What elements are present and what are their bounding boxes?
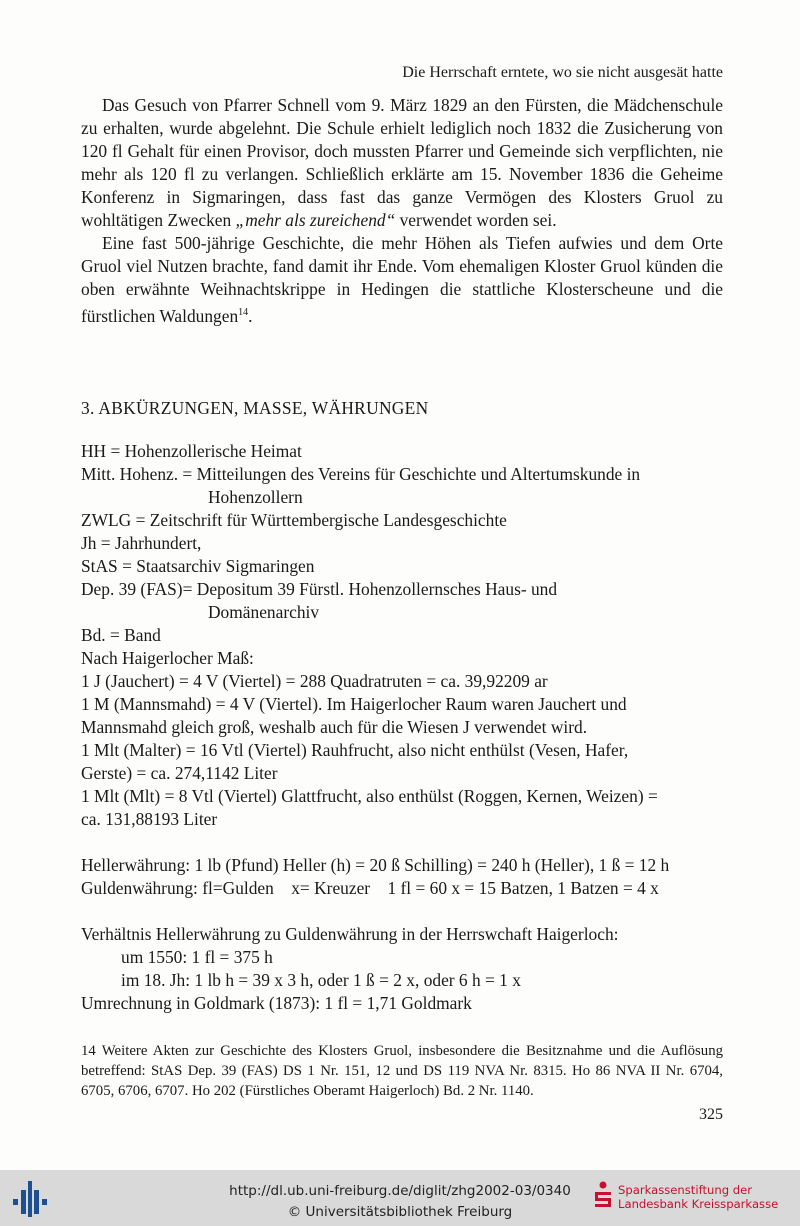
currency-ratio-18jh: im 18. Jh: 1 lb h = 39 x 3 h, oder 1 ß = 2 x, oder 6 h = 1 x xyxy=(121,970,521,990)
measure-mannsmahd-cont: Mannsmahd gleich groß, weshalb auch für die Wiesen J verwendet wird. xyxy=(81,717,588,737)
sponsor-line-2: Landesbank Kreissparkasse xyxy=(618,1197,779,1211)
page-number: 325 xyxy=(699,1106,723,1123)
currency-heller: Hellerwährung: 1 lb (Pfund) Heller (h) = 20 ß Schilling) = 240 h (Heller), 1 ß = 12 h xyxy=(81,855,670,875)
currency-ratio-1550: um 1550: 1 fl = 375 h xyxy=(121,947,273,967)
abbr-zwlg: ZWLG = Zeitschrift für Württembergische Landesgeschichte xyxy=(81,510,507,530)
currency-ratio-heading: Verhältnis Hellerwährung zu Guldenwährung in der Herrswchaft Haigerloch: xyxy=(81,924,619,944)
sponsor-line-1: Sparkassenstiftung der xyxy=(618,1183,752,1197)
paragraph-1 xyxy=(81,94,723,232)
running-head: Die Herrschaft erntete, wo sie nicht ausgesät hatte xyxy=(402,64,723,81)
abbr-mitt: Mitt. Hohenz. = Mitteilungen des Vereins für Geschichte und Altertumskunde in xyxy=(81,464,641,484)
paragraph-1-text: Das Gesuch von Pfarrer Schnell vom 9. März 1829 an den Fürsten, die Mädchenschule zu erhalten, wurde abgelehnt. Die Schule erhielt lediglich noch 1832 die Zusicherung von 120 fl Gehalt für einen Provisor, doch mussten Pfarrer und Gemeinde sich verpflichten, nie mehr als 120 fl zu verlangen. Schließlich erklärte am 15. November 1836 die Geheime Konferenz in Sigmaringen, dass fast das ganze Vermögen des Klosters Gruol zu wohltätigen Zwecken xyxy=(81,95,723,230)
spacer xyxy=(81,831,723,854)
paragraph-2 xyxy=(81,232,723,328)
abbr-dep: Dep. 39 (FAS)= Depositum 39 Fürstl. Hohenzollernsches Haus- und xyxy=(81,579,558,599)
abbr-hh: HH = Hohenzollerische Heimat xyxy=(81,441,302,461)
spacer xyxy=(81,900,723,923)
measures-heading: Nach Haigerlocher Maß: xyxy=(81,648,254,668)
measure-mlt-cont: ca. 131,88193 Liter xyxy=(81,809,218,829)
measure-mannsmahd: 1 M (Mannsmahd) = 4 V (Viertel). Im Haigerlocher Raum waren Jauchert und xyxy=(81,694,627,714)
abbr-dep-cont: Domänenarchiv xyxy=(208,602,320,622)
abbr-stas: StAS = Staatsarchiv Sigmaringen xyxy=(81,556,315,576)
paragraph-2-text: Eine fast 500-jährige Geschichte, die mehr Höhen als Tiefen aufwies und dem Orte Gruol viel Nutzen brachte, fand damit ihr Ende. Vom ehemaligen Kloster Gruol künden die oben erwähnte Weihnachtskrippe in Hedingen die stattliche Klosterscheune und die fürstlichen Waldungen xyxy=(81,233,723,326)
abbr-mitt-cont: Hohenzollern xyxy=(208,487,303,507)
footnote-ref[interactable]: 14 xyxy=(238,307,249,318)
measure-jauchert: 1 J (Jauchert) = 4 V (Viertel) = 288 Quadratruten = ca. 39,92209 ar xyxy=(81,671,548,691)
measure-malter: 1 Mlt (Malter) = 16 Vtl (Viertel) Rauhfrucht, also nicht enthülst (Vesen, Hafer, xyxy=(81,740,629,760)
viewer-footer xyxy=(0,1170,800,1226)
footnote-14: 14 Weitere Akten zur Geschichte des Klosters Gruol, insbesondere die Besitznahme und die Auflösung betreffend: StAS Dep. 39 (FAS) DS 1 Nr. 151, 12 und DS 119 NVA Nr. 8315. Ho 86 NVA II Nr. 6704, 6705, 6706, 6707. Ho 202 (Fürstliches Oberamt Haigerloch) Bd. 2 Nr. 1140. xyxy=(81,1043,723,1099)
copyright-text: © Universitätsbibliothek Freiburg xyxy=(287,1204,513,1220)
paragraph-1-end: verwendet worden sei. xyxy=(395,210,557,230)
abbreviations-list xyxy=(81,440,723,1015)
body-text xyxy=(81,94,723,328)
permalink-url[interactable]: http://dl.ub.uni-freiburg.de/diglit/zhg2002-03/0340 xyxy=(229,1183,571,1199)
sponsor-text[interactable] xyxy=(618,1183,778,1211)
abbr-bd: Bd. = Band xyxy=(81,625,161,645)
sparkasse-logo-icon[interactable] xyxy=(592,1181,614,1211)
currency-gulden: Guldenwährung: fl=Gulden x= Kreuzer 1 fl = 60 x = 15 Batzen, 1 Batzen = 4 x xyxy=(81,878,659,898)
quote-text: „mehr als zureichend“ xyxy=(235,210,396,230)
measure-mlt: 1 Mlt (Mlt) = 8 Vtl (Viertel) Glattfrucht, also enthülst (Roggen, Kernen, Weizen) = xyxy=(81,786,658,806)
abbr-jh: Jh = Jahrhundert, xyxy=(81,533,202,553)
paragraph-2-end: . xyxy=(248,305,253,326)
section-heading: 3. ABKÜRZUNGEN, MASSE, WÄHRUNGEN xyxy=(81,398,429,418)
measure-malter-cont: Gerste) = ca. 274,1142 Liter xyxy=(81,763,278,783)
currency-goldmark: Umrechnung in Goldmark (1873): 1 fl = 1,71 Goldmark xyxy=(81,993,472,1013)
